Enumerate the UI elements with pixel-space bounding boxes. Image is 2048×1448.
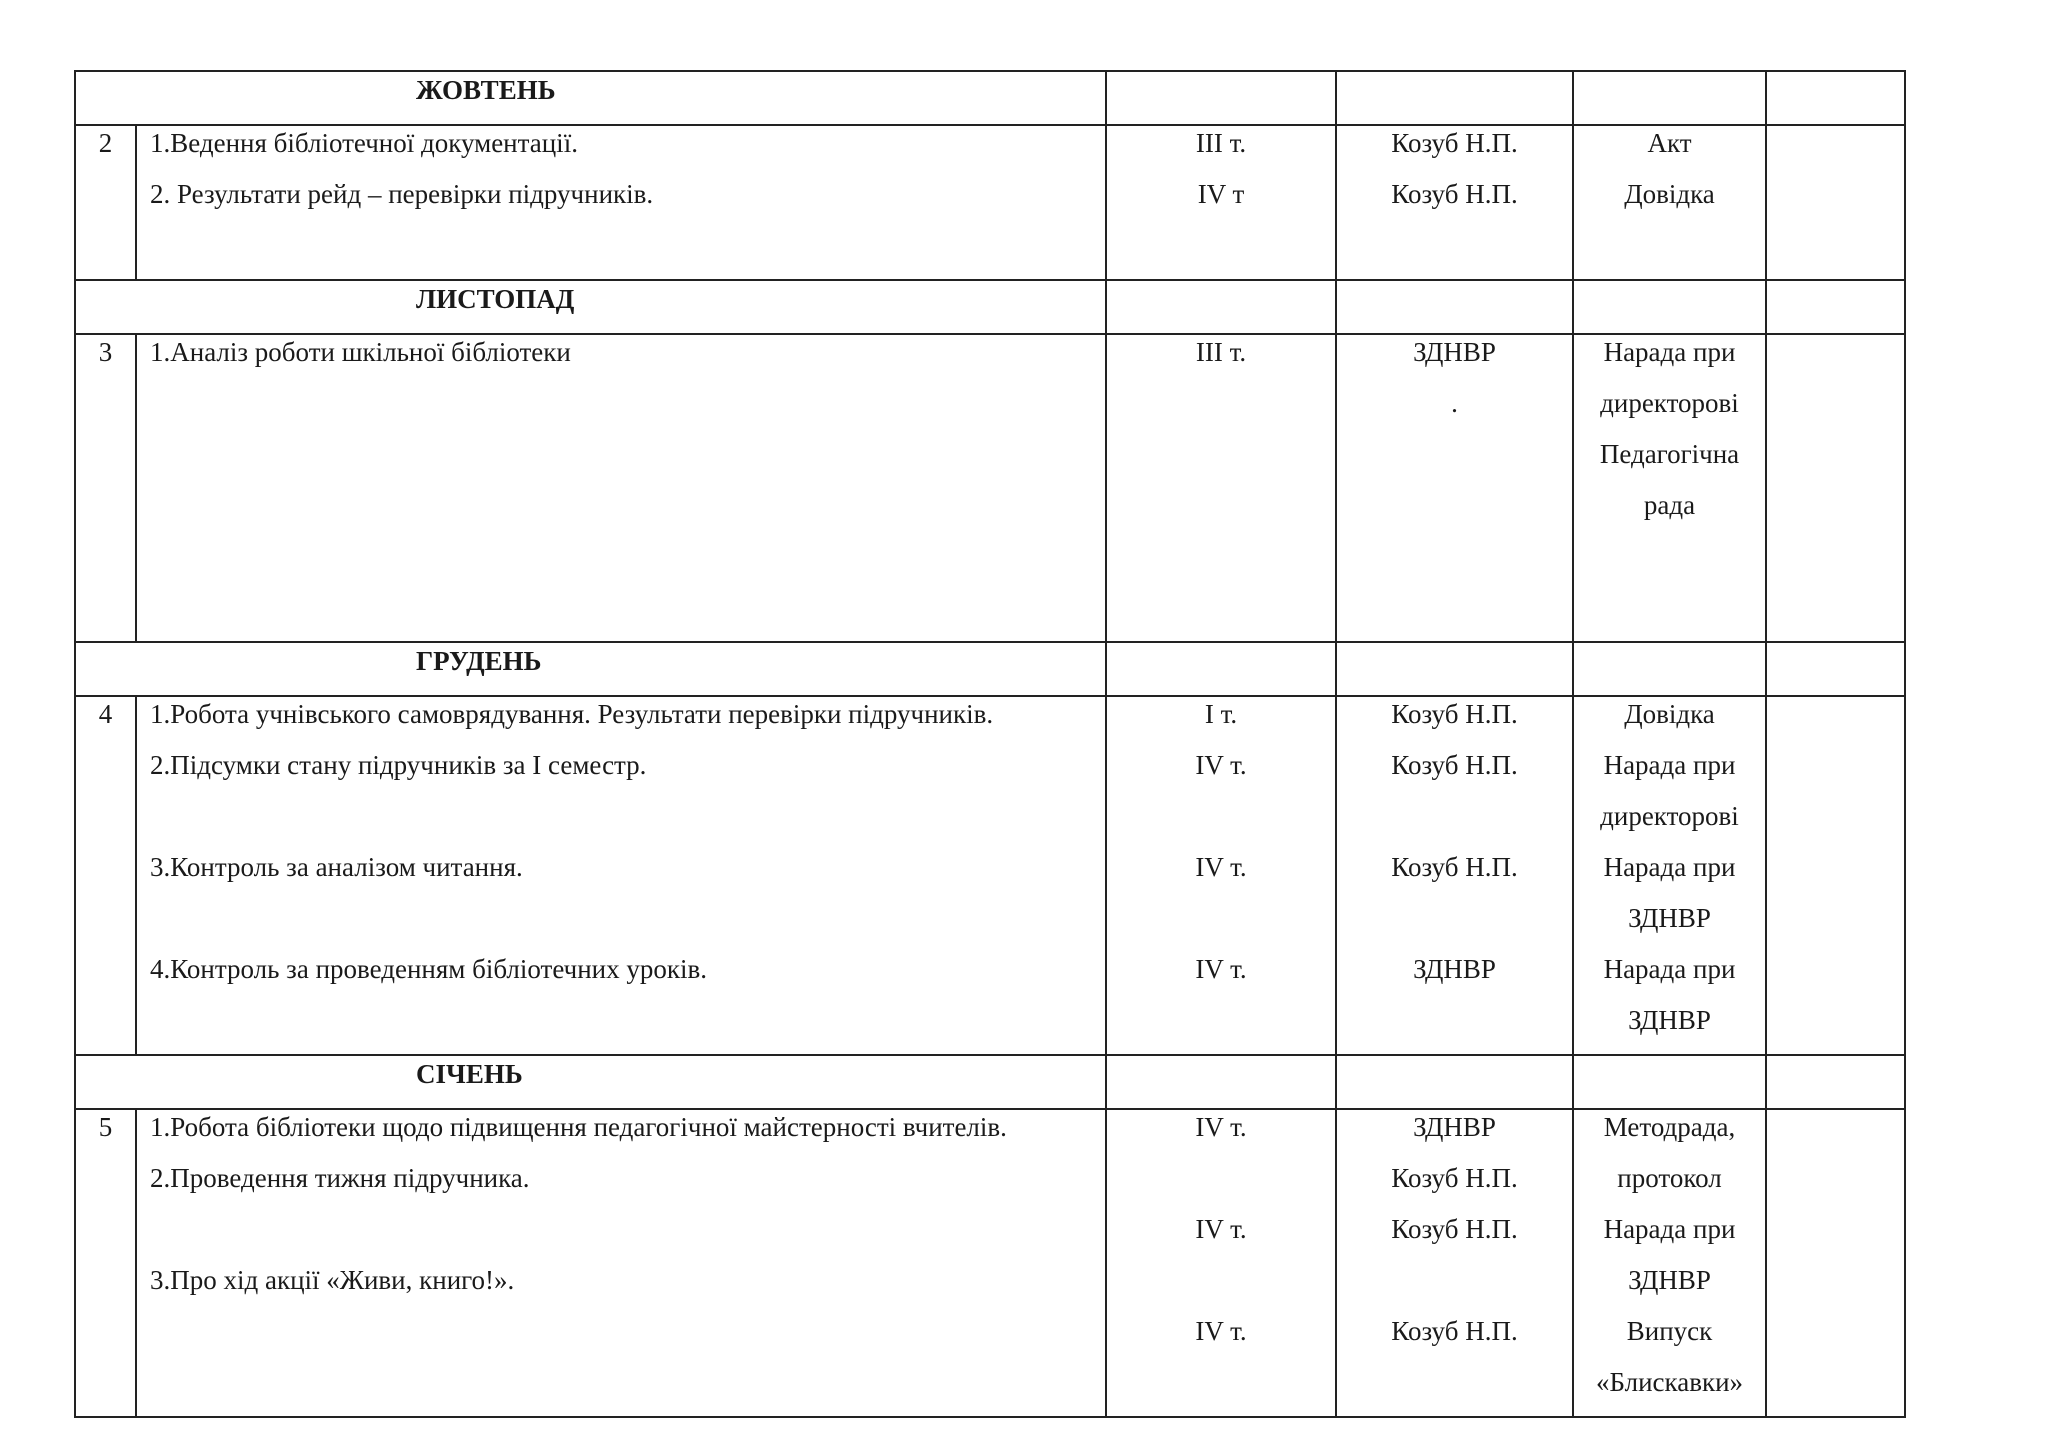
activity-content-line — [137, 799, 1105, 850]
form-cell-line: Довідка — [1624, 179, 1715, 209]
empty-cell — [1106, 280, 1336, 334]
table-row — [75, 696, 1905, 1055]
activity-content-line: 1.Робота учнівського самоврядування. Результати перевірки підручників. — [150, 699, 994, 729]
term-cell-line: IV т. — [1195, 750, 1247, 780]
term-cell-line: III т. — [1195, 128, 1247, 158]
empty-cell — [1106, 642, 1336, 696]
term-cell-line — [1107, 1365, 1335, 1416]
form-cell-line: директорові — [1600, 388, 1739, 418]
form-cell-line: «Блискавки» — [1595, 1367, 1744, 1397]
blank-line — [1574, 539, 1765, 590]
term-cell-line: III т. — [1195, 337, 1247, 367]
responsible-cell — [1336, 334, 1573, 642]
form-cell-line: Випуск — [1626, 1316, 1713, 1346]
responsible-cell-line: Козуб Н.П. — [1391, 750, 1518, 780]
form-cell-line: Довідка — [1624, 699, 1715, 729]
blank-line — [137, 228, 1105, 279]
term-cell — [1106, 1109, 1336, 1417]
empty-cell — [1336, 1055, 1573, 1109]
term-cell-line — [1107, 1263, 1335, 1314]
term-cell-line: IV т. — [1195, 1214, 1247, 1244]
activity-content-line: 3.Контроль за аналізом читання. — [150, 852, 523, 882]
responsible-cell-line — [1337, 1263, 1572, 1314]
empty-cell — [1766, 71, 1905, 125]
responsible-cell-line — [1337, 488, 1572, 539]
responsible-cell-line — [1337, 1003, 1572, 1054]
term-cell-line — [1107, 386, 1335, 437]
term-cell-line: IV т. — [1195, 954, 1247, 984]
empty-cell — [1336, 71, 1573, 125]
empty-cell — [1573, 642, 1766, 696]
row-number — [75, 1109, 136, 1417]
form-cell-line: Методрада, — [1603, 1112, 1736, 1142]
blank-line — [1574, 590, 1765, 641]
activity-content-line: 1.Ведення бібліотечної документації. — [150, 128, 578, 158]
empty-cell — [1766, 642, 1905, 696]
responsible-cell-line: Козуб Н.П. — [1391, 1214, 1518, 1244]
blank-line — [1574, 228, 1765, 279]
responsible-cell — [1336, 125, 1573, 280]
month-header-row — [75, 1055, 1905, 1109]
empty-cell — [1336, 642, 1573, 696]
note-cell — [1766, 696, 1905, 1055]
row-number-text: 3 — [98, 337, 113, 367]
activity-content-line: 3.Про хід акції «Живи, книго!». — [150, 1265, 515, 1295]
note-cell — [1766, 1109, 1905, 1417]
form-cell-line: Нарада при — [1603, 337, 1736, 367]
empty-cell — [1573, 280, 1766, 334]
responsible-cell-line — [1337, 1365, 1572, 1416]
activity-content-line — [137, 488, 1105, 539]
plan-table — [74, 70, 1906, 1418]
activity-content-line — [137, 1212, 1105, 1263]
responsible-cell — [1336, 696, 1573, 1055]
term-cell-line: IV т. — [1195, 1316, 1247, 1346]
activity-content-line — [137, 437, 1105, 488]
table-row — [75, 334, 1905, 642]
table-row — [75, 1109, 1905, 1417]
activity-content-line: 2.Проведення тижня підручника. — [150, 1163, 530, 1193]
blank-line — [1107, 590, 1335, 641]
blank-line — [1337, 590, 1572, 641]
month-title: СІЧЕНЬ — [75, 1055, 1106, 1109]
blank-line — [137, 590, 1105, 641]
term-cell-line: IV т — [1197, 179, 1245, 209]
empty-cell — [1573, 71, 1766, 125]
term-cell-line: IV т. — [1195, 852, 1247, 882]
activity-content-line: 4.Контроль за проведенням бібліотечних уроків. — [150, 954, 707, 984]
activity-content-line — [137, 901, 1105, 952]
form-cell-line: ЗДНВР — [1628, 1005, 1711, 1035]
responsible-cell-line: ЗДНВР — [1413, 337, 1496, 367]
form-cell-line: Нарада при — [1603, 954, 1736, 984]
blank-line — [1337, 539, 1572, 590]
row-number-text: 5 — [98, 1112, 113, 1142]
table-row — [75, 125, 1905, 280]
responsible-cell-line: Козуб Н.П. — [1391, 699, 1518, 729]
form-cell-line: Акт — [1647, 128, 1692, 158]
term-cell-line — [1107, 488, 1335, 539]
responsible-cell — [1336, 1109, 1573, 1417]
activity-content-line — [137, 386, 1105, 437]
month-header-row — [75, 642, 1905, 696]
empty-cell — [1573, 1055, 1766, 1109]
responsible-cell-line — [1337, 799, 1572, 850]
term-cell-line — [1107, 799, 1335, 850]
term-cell-line: IV т. — [1195, 1112, 1247, 1142]
empty-cell — [1336, 280, 1573, 334]
form-cell-line: ЗДНВР — [1628, 1265, 1711, 1295]
responsible-cell-line: ЗДНВР — [1413, 954, 1496, 984]
activity-content — [136, 1109, 1106, 1417]
term-cell-line — [1107, 1161, 1335, 1212]
form-cell — [1573, 696, 1766, 1055]
term-cell-line — [1107, 437, 1335, 488]
term-cell-line — [1107, 901, 1335, 952]
term-cell — [1106, 334, 1336, 642]
month-header-row — [75, 280, 1905, 334]
form-cell — [1573, 125, 1766, 280]
row-number — [75, 125, 136, 280]
activity-content-line: 1.Робота бібліотеки щодо підвищення педагогічної майстерності вчителів. — [150, 1112, 1007, 1142]
form-cell-line: Нарада при — [1603, 1214, 1736, 1244]
form-cell — [1573, 334, 1766, 642]
form-cell-line: Педагогічна — [1599, 439, 1740, 469]
responsible-cell-line — [1337, 901, 1572, 952]
month-title: ЖОВТЕНЬ — [75, 71, 1106, 125]
row-number-text: 4 — [98, 699, 113, 729]
responsible-cell-line: Козуб Н.П. — [1391, 1316, 1518, 1346]
term-cell-line: І т. — [1204, 699, 1238, 729]
responsible-cell-line: Козуб Н.П. — [1391, 852, 1518, 882]
blank-line — [1107, 539, 1335, 590]
row-number-text: 2 — [98, 128, 113, 158]
responsible-cell-line: . — [1451, 388, 1458, 418]
term-cell-line — [1107, 1003, 1335, 1054]
activity-content — [136, 334, 1106, 642]
empty-cell — [1106, 71, 1336, 125]
month-title: ЛИСТОПАД — [75, 280, 1106, 334]
form-cell-line: Нарада при — [1603, 852, 1736, 882]
responsible-cell-line: Козуб Н.П. — [1391, 1163, 1518, 1193]
activity-content-line: 2.Підсумки стану підручників за І семестр. — [150, 750, 647, 780]
term-cell — [1106, 125, 1336, 280]
term-cell — [1106, 696, 1336, 1055]
responsible-cell-line: Козуб Н.П. — [1391, 128, 1518, 158]
form-cell-line: Нарада при — [1603, 750, 1736, 780]
empty-cell — [1766, 1055, 1905, 1109]
month-header-row — [75, 71, 1905, 125]
empty-cell — [1766, 280, 1905, 334]
note-cell — [1766, 334, 1905, 642]
blank-line — [137, 539, 1105, 590]
form-cell-line: директорові — [1600, 801, 1739, 831]
note-cell — [1766, 125, 1905, 280]
responsible-cell-line: ЗДНВР — [1413, 1112, 1496, 1142]
row-number — [75, 334, 136, 642]
row-number — [75, 696, 136, 1055]
empty-cell — [1106, 1055, 1336, 1109]
activity-content-line — [137, 1003, 1105, 1054]
activity-content-line: 1.Аналіз роботи шкільної бібліотеки — [150, 337, 571, 367]
form-cell-line: протокол — [1617, 1163, 1722, 1193]
responsible-cell-line — [1337, 437, 1572, 488]
blank-line — [1337, 228, 1572, 279]
month-title: ГРУДЕНЬ — [75, 642, 1106, 696]
form-cell-line: рада — [1643, 490, 1696, 520]
responsible-cell-line: Козуб Н.П. — [1391, 179, 1518, 209]
activity-content-line — [137, 1365, 1105, 1416]
activity-content-line — [137, 1314, 1105, 1365]
activity-content — [136, 696, 1106, 1055]
form-cell — [1573, 1109, 1766, 1417]
activity-content-line: 2. Результати рейд – перевірки підручників. — [150, 179, 654, 209]
blank-line — [1107, 228, 1335, 279]
form-cell-line: ЗДНВР — [1628, 903, 1711, 933]
activity-content — [136, 125, 1106, 280]
